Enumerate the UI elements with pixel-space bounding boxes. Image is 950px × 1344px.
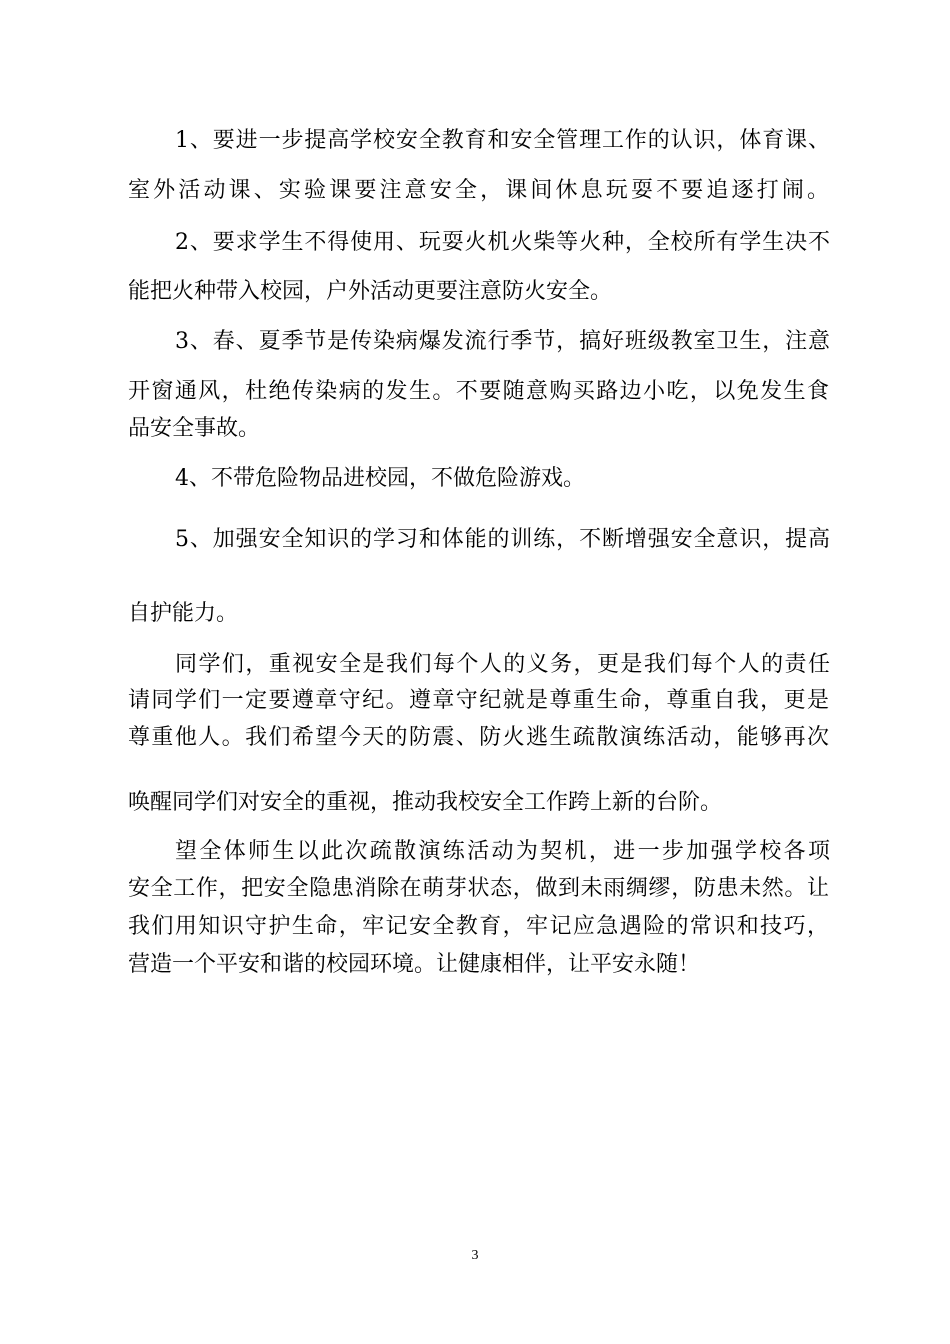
paragraph-7-line-4: 营造一个平安和谐的校园环境。让健康相伴，让平安永随！ (128, 952, 701, 977)
paragraph-5-line-1: 5、加强安全知识的学习和体能的训练，不断增强安全意识，提高 (175, 527, 830, 552)
paragraph-7-line-1: 望全体师生以此次疏散演练活动为契机，进一步加强学校各项 (175, 839, 830, 864)
page-number: 3 (471, 1248, 479, 1263)
paragraph-5-line-2: 自护能力。 (128, 601, 239, 626)
paragraph-3-line-3: 品安全事故。 (128, 416, 261, 441)
paragraph-1-line-2: 室外活动课、实验课要注意安全，课间休息玩耍不要追逐打闹。 (128, 178, 829, 203)
paragraph-3-line-2: 开窗通风，杜绝传染病的发生。不要随意购买路边小吃，以免发生食 (128, 379, 829, 404)
paragraph-1-line-1: 1、要进一步提高学校安全教育和安全管理工作的认识，体育课、 (175, 128, 830, 153)
paragraph-6-line-3: 尊重他人。我们希望今天的防震、防火逃生疏散演练活动，能够再次 (128, 725, 829, 750)
paragraph-4-line-1: 4、不带危险物品进校园，不做危险游戏。 (175, 466, 585, 491)
paragraph-6-line-2: 请同学们一定要遵章守纪。遵章守纪就是尊重生命，尊重自我，更是 (128, 688, 829, 713)
paragraph-2-line-1: 2、要求学生不得使用、玩耍火机火柴等火种，全校所有学生决不 (175, 230, 830, 255)
paragraph-6-line-4: 唤醒同学们对安全的重视，推动我校安全工作跨上新的台阶。 (128, 790, 723, 815)
paragraph-7-line-2: 安全工作，把安全隐患消除在萌芽状态，做到未雨绸缪，防患未然。让 (128, 876, 829, 901)
paragraph-2-line-2: 能把火种带入校园，户外活动更要注意防火安全。 (128, 279, 613, 304)
paragraph-7-line-3: 我们用知识守护生命，牢记安全教育，牢记应急遇险的常识和技巧， (128, 914, 829, 939)
paragraph-6-line-1: 同学们，重视安全是我们每个人的义务，更是我们每个人的责任 (175, 652, 830, 677)
paragraph-3-line-1: 3、春、夏季节是传染病爆发流行季节，搞好班级教室卫生，注意 (175, 329, 830, 354)
